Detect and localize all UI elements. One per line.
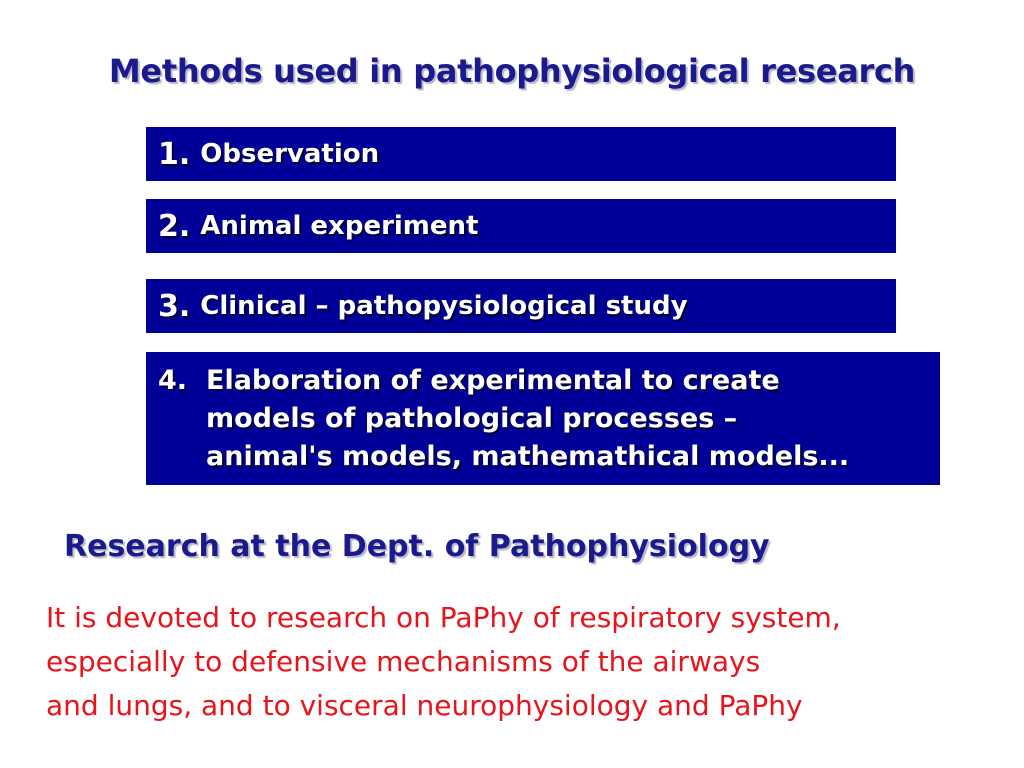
method-label: Observation — [200, 139, 380, 169]
method-line: models of pathological processes – — [206, 403, 738, 434]
method-label: Animal experiment — [200, 211, 479, 241]
method-label: Clinical – pathopysiological study — [200, 291, 688, 321]
paragraph-line: It is devoted to research on PaPhy of respiratory system, — [46, 601, 841, 634]
method-number: 3. — [158, 288, 191, 324]
method-number: 2. — [158, 208, 191, 244]
section-subtitle: Research at the Dept. of Pathophysiology — [64, 529, 770, 564]
method-line: Elaboration of experimental to create — [206, 365, 780, 396]
method-box-models — [146, 352, 940, 485]
method-box-clinical-study — [146, 279, 896, 333]
research-paragraph — [46, 596, 841, 728]
method-number: 4. — [158, 365, 188, 396]
slide-title: Methods used in pathophysiological research — [108, 52, 916, 90]
method-number: 1. — [158, 136, 191, 172]
method-line: animal's models, mathemathical models... — [206, 441, 850, 472]
method-box-animal-experiment — [146, 199, 896, 253]
paragraph-line: and lungs, and to visceral neurophysiology and PaPhy — [46, 689, 803, 722]
paragraph-line: especially to defensive mechanisms of the airways — [46, 645, 761, 678]
method-box-observation — [146, 127, 896, 181]
